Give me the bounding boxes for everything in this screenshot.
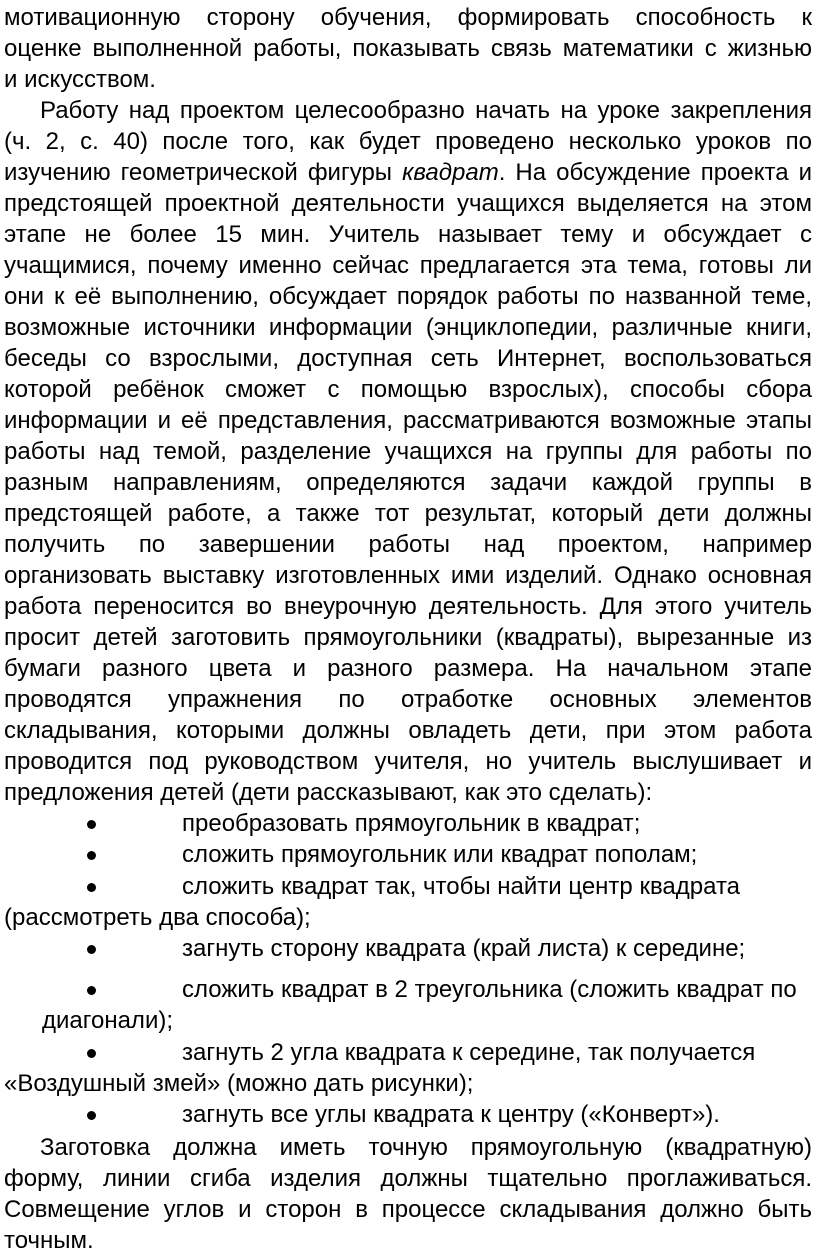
paragraph-line: предстоящей проектной деятельности учащихся выделяется на этом [4, 190, 812, 217]
paragraph-line: предстоящей работе, а также тот результат, который дети должны [4, 500, 812, 527]
text-run: . На обсуждение проекта и [498, 159, 812, 186]
emphasized-term: квадрат [402, 159, 499, 186]
paragraph-line: работа переносится во внеурочную деятельность. Для этого учитель [4, 593, 812, 620]
paragraph-line: и искусством. [4, 66, 156, 93]
paragraph-line: работы над темой, разделение учащихся на группы для работы по [4, 438, 812, 465]
list-item [0, 1037, 816, 1068]
paragraph-line: (ч. 2, с. 40) после того, как будет проведено несколько уроков по [4, 128, 812, 155]
paragraph-line: проводятся упражнения по отработке основных элементов [4, 686, 812, 713]
bullet-icon [87, 1111, 96, 1120]
paragraph-line: возможные источники информации (энциклопедии, различные книги, [4, 314, 812, 341]
list-item-continuation: (рассмотреть два способа); [4, 904, 311, 931]
list-item-text: сложить квадрат в 2 треугольника (сложить квадрат по [182, 976, 797, 1003]
list-item-text: сложить прямоугольник или квадрат пополам; [182, 841, 698, 868]
paragraph-line: проводится под руководством учителя, но учитель выслушивает и [4, 748, 812, 775]
paragraph-line: просит детей заготовить прямоугольники (квадраты), вырезанные из [4, 624, 812, 651]
paragraph-line: складывания, которыми должны овладеть дети, при этом работа [4, 717, 812, 744]
paragraph-first-line: Работу над проектом целесообразно начать на уроке закрепления [40, 97, 812, 124]
list-item [0, 839, 816, 870]
paragraph-line: Совмещение углов и сторон в процессе складывания должно быть [4, 1196, 812, 1223]
paragraph-line: форму, линии сгиба изделия должны тщательно проглаживаться. [4, 1165, 812, 1192]
bullet-icon [87, 851, 96, 860]
bullet-icon [87, 1049, 96, 1058]
list-item-continuation: «Воздушный змей» (можно дать рисунки); [4, 1070, 474, 1097]
paragraph-line: беседы со взрослыми, доступная сеть Интернет, воспользоваться [4, 345, 812, 372]
paragraph-line: мотивационную сторону обучения, формировать способность к [4, 4, 812, 31]
list-item-text: сложить квадрат так, чтобы найти центр квадрата [182, 873, 741, 900]
list-item [0, 974, 816, 1005]
list-item-text: загнуть 2 угла квадрата к середине, так получается [182, 1039, 756, 1066]
list-item-text: загнуть все углы квадрата к центру («Конверт»). [182, 1101, 720, 1128]
list-item [0, 933, 816, 964]
paragraph-first-line: Заготовка должна иметь точную прямоугольную (квадратную) [40, 1134, 812, 1161]
list-item [0, 1099, 816, 1130]
paragraph-line: точным. [4, 1227, 94, 1254]
paragraph-line: получить по завершении работы над проектом, например [4, 531, 812, 558]
paragraph-line-with-emphasis [4, 157, 812, 188]
text-run: изучению геометрической фигуры [4, 159, 403, 186]
list-item [0, 808, 816, 839]
paragraph-line: информации и её представления, рассматриваются возможные этапы [4, 407, 812, 434]
bullet-icon [87, 986, 96, 995]
paragraph-line: они к её выполнению, обсуждает порядок работы по названной теме, [4, 283, 812, 310]
paragraph-line: организовать выставку изготовленных ими изделий. Однако основная [4, 562, 812, 589]
paragraph-line: разным направлениям, определяются задачи каждой группы в [4, 469, 812, 496]
paragraph-line: учащимися, почему именно сейчас предлагается эта тема, готовы ли [4, 252, 812, 279]
paragraph-line: предложения детей (дети рассказывают, как это сделать): [4, 779, 653, 806]
paragraph-line: бумаги разного цвета и разного размера. На начальном этапе [4, 655, 812, 682]
bullet-icon [87, 945, 96, 954]
list-item [0, 871, 816, 902]
paragraph-line: которой ребёнок сможет с помощью взрослых), способы сбора [4, 376, 812, 403]
paragraph-line: оценке выполненной работы, показывать связь математики с жизнью [4, 35, 812, 62]
list-item-text: преобразовать прямоугольник в квадрат; [182, 810, 641, 837]
list-item-text: загнуть сторону квадрата (край листа) к середине; [182, 935, 746, 962]
bullet-icon [87, 820, 96, 829]
list-item-continuation: диагонали); [42, 1007, 174, 1034]
bullet-icon [87, 883, 96, 892]
paragraph-line: этапе не более 15 мин. Учитель называет тему и обсуждает с [4, 221, 812, 248]
